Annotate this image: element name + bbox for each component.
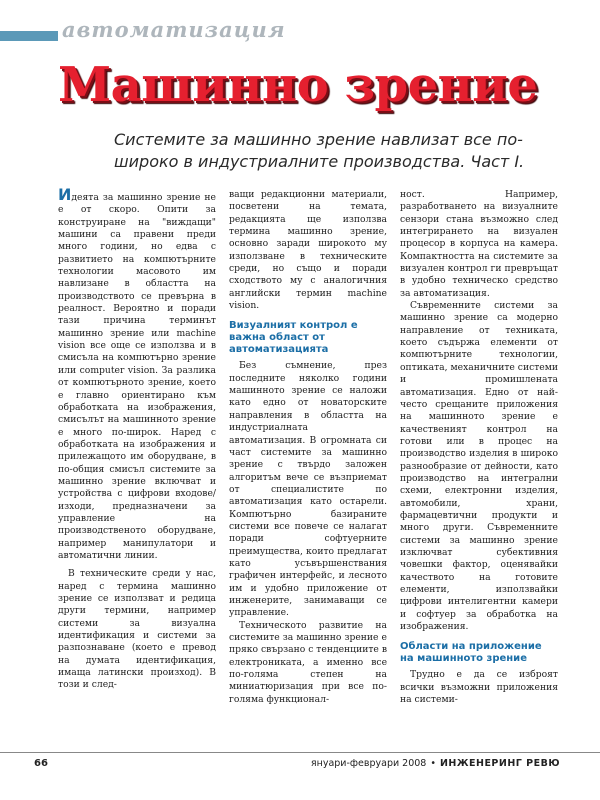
paragraph: Техническото развитие на системите за машинно зрение е пряко свързано с тенденциите в електрониката, а именно все по-голяма степен на миниатюризация при все по-голяма функционал- xyxy=(229,619,387,705)
paragraph: Без съмнение, през последните няколко години машинното зрение се наложи като едно от новаторските направления в областта на индустриалната автоматизация. В огромната си част системите за машинно зрение с твърдо заложен алгоритъм вече се възприемат от специалистите по автоматизация като остарели. Компютърно базираните системи все повече се налагат поради софтуерните преимущества, които предлагат като усъвършенствания графичен интерфейс, и лесното им и удобно приложение от инженерите, занимаващи се управление. xyxy=(229,360,387,619)
footer-bullet: • xyxy=(430,758,436,769)
column-3 xyxy=(400,189,558,706)
magazine-name: ИНЖЕНЕРИНГ РЕВЮ xyxy=(439,758,560,769)
article-subtitle: Системите за машинно зрение навлизат все по-широко в индустриалните производства. Част I. xyxy=(114,130,525,171)
footer-info xyxy=(311,758,560,769)
paragraph xyxy=(58,185,216,562)
paragraph: ващи редакционни материали, посветени на темата, редакцията ще използва термина машинно зрение, основно заради широкото му използване в техническите среди, но също и поради сходството му с аналогичния английски термин machine vision. xyxy=(229,189,387,312)
issue-date: януари-февруари 2008 xyxy=(310,758,427,769)
page-number: 66 xyxy=(34,758,48,769)
drop-cap: И xyxy=(58,185,72,204)
article-title: Машинно зрение xyxy=(58,57,538,113)
footer-divider xyxy=(0,752,600,753)
paragraph: Съвременните системи за машинно зрение са модерно направление от техниката, което съдържа елементи от компютърните технологии, оптиката, механичните системи и промишлената автоматизация. Едно от най-често срещаните приложения на машинното зрение е качественият контрол на готови или в процес на производство изделия в широко разнообразие от дейности, като производство на интегрални схеми, електронни изделия, автомобили, храни, фармацевтични продукти и много други. Съвременните системи за машинно зрение изключват субективния човешки фактор, оценявайки качеството на готовите елементи, използвайки цифрови интелигентни камери и софтуер за обработка на изображения. xyxy=(400,300,558,633)
column-1 xyxy=(58,185,216,692)
article-body xyxy=(58,185,558,744)
section-heading: Визуалният контрол е важна област от автоматизацията xyxy=(229,320,358,356)
paragraph: Трудно е да се изброят всички възможни приложения на системи- xyxy=(400,669,558,706)
paragraph-text: деята за машинно зрение не е от скоро. Опити за конструиране на "виждащи" машини са правени преди много години, но едва с развитието на компютърните технологии масовото им навлизане в областта на производството се превърна в реалност. Вероятно и поради тази причина терминът машинно зрение или machine vision все още се използва и в смисъла на компютърно зрение или computer vision. За разлика от компютърното зрение, което е главно ориентирано към обработката на изображения, смисълът на машинното зрение е много по-широк. Наред с обработката на изображения и прилежащото им оборудване, в по-общия смисъл системите за машинно зрение включват и устройства с цифрови входове/изходи, предназначени за управление на производственото оборудване, например манипулатори и автоматични линии. xyxy=(58,192,216,561)
section-heading: Области на приложение на машинното зрение xyxy=(400,641,542,665)
column-2 xyxy=(229,189,387,706)
paragraph: В техническите среди у нас, наред с термина машинно зрение се използват и редица други термини, например системи за визуална идентификация и системи за разпознаване (което е превод на думата идентификация, имаща латински произход). В този и след- xyxy=(58,568,216,691)
paragraph: ност. Например, разработването на визуалните сензори стана възможно след интегрирането на визуален процесор в корпуса на камера. Компактността на системите за визуален контрол ги превръщат в удобно техническо средство за автоматизация. xyxy=(400,189,558,299)
section-rubric: автоматизация xyxy=(58,18,290,42)
